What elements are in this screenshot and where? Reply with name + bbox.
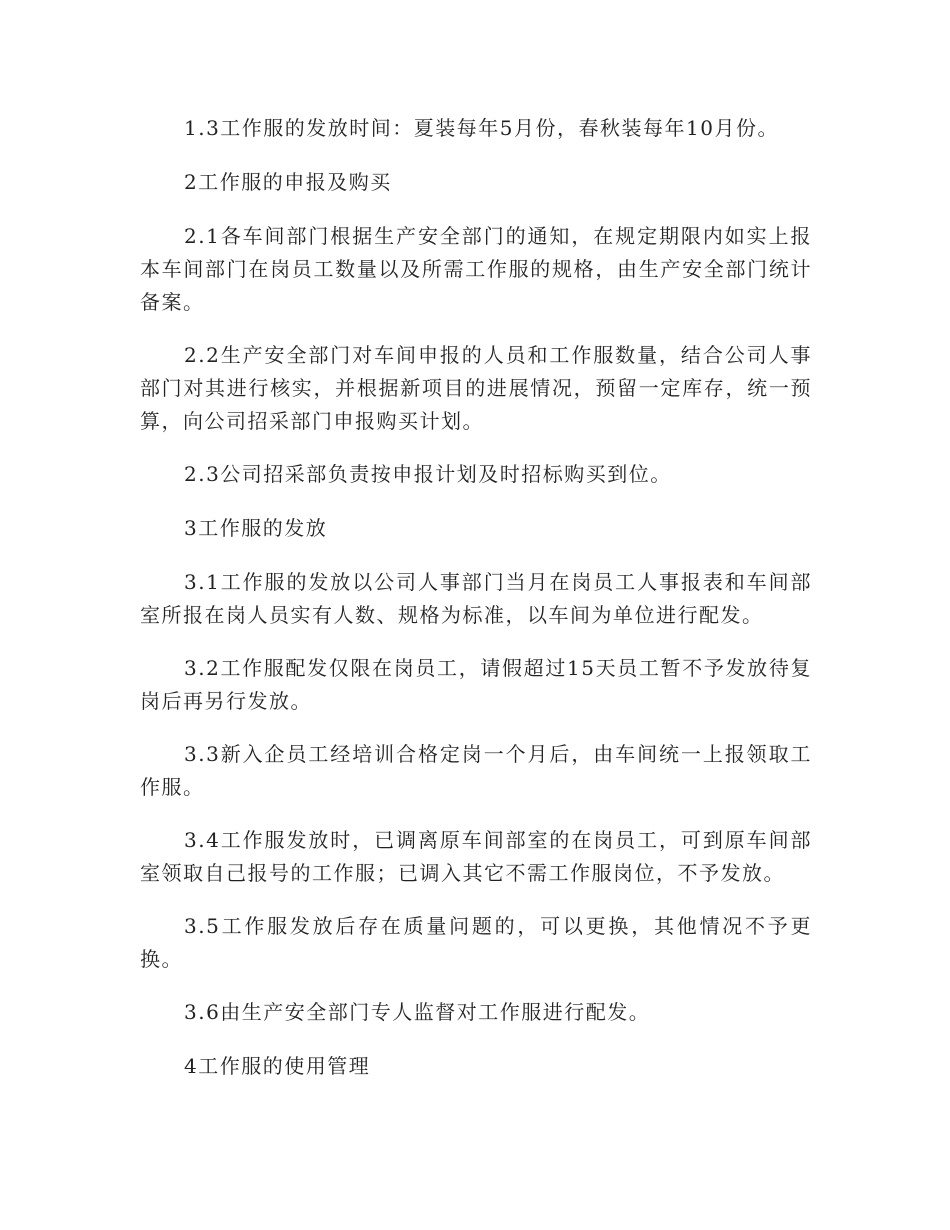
heading-4-usage-management: 4工作服的使用管理 — [184, 1054, 371, 1078]
paragraph-2-1: 2.1各车间部门根据生产安全部门的通知，在规定期限内如实上报本车间部门在岗员工数量以及所需工作服的规格，由生产安全部门统计备案。 — [140, 224, 812, 314]
paragraph-3-5: 3.5工作服发放后存在质量问题的，可以更换，其他情况不予更换。 — [140, 914, 812, 971]
document-body — [140, 112, 812, 1104]
paragraph-1-3-issue-time: 1.3工作服的发放时间：夏装每年5月份，春秋装每年10月份。 — [184, 116, 779, 140]
paragraph-2-3: 2.3公司招采部负责按申报计划及时招标购买到位。 — [184, 462, 672, 486]
paragraph-3-4: 3.4工作服发放时，已调离原车间部室的在岗员工，可到原车间部室领取自己报号的工作服；已调入其它不需工作服岗位，不予发放。 — [140, 828, 812, 885]
paragraph-2-2: 2.2生产安全部门对车间申报的人员和工作服数量，结合公司人事部门对其进行核实，并根据新项目的进展情况，预留一定库存，统一预算，向公司招采部门申报购买计划。 — [140, 343, 812, 433]
heading-3-issuance: 3工作服的发放 — [184, 516, 328, 540]
heading-2-application-purchase: 2工作服的申报及购买 — [184, 170, 392, 194]
paragraph-3-2: 3.2工作服配发仅限在岗员工，请假超过15天员工暂不予发放待复岗后再另行发放。 — [140, 656, 812, 713]
paragraph-3-1: 3.1工作服的发放以公司人事部门当月在岗员工人事报表和车间部室所报在岗人员实有人数、规格为标准，以车间为单位进行配发。 — [140, 570, 812, 627]
paragraph-3-3: 3.3新入企员工经培训合格定岗一个月后，由车间统一上报领取工作服。 — [140, 742, 812, 799]
paragraph-3-6: 3.6由生产安全部门专人监督对工作服进行配发。 — [184, 1000, 651, 1024]
